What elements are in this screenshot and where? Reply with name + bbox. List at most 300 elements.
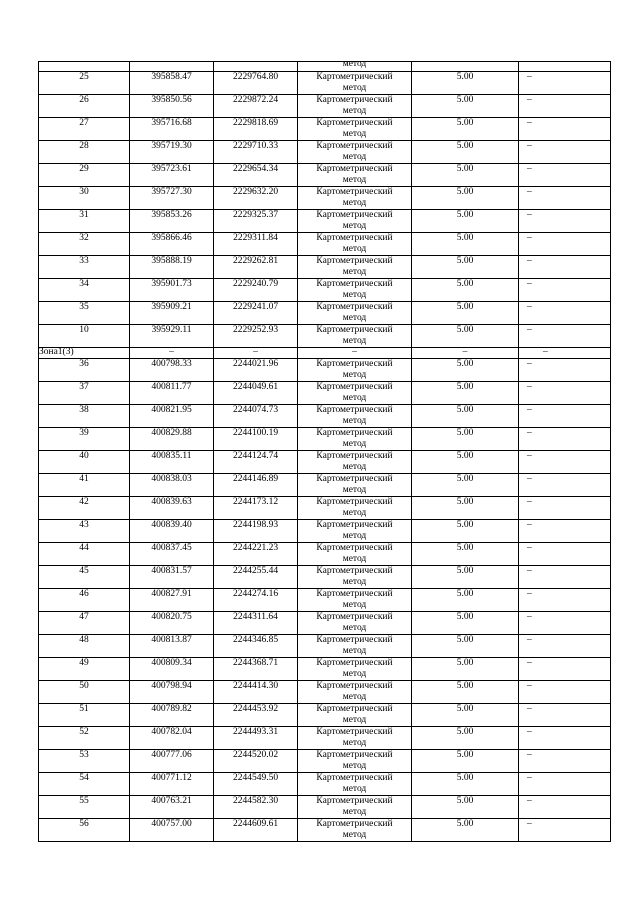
- point-number-cell: 34: [39, 279, 130, 302]
- point-number-cell: 29: [39, 164, 130, 187]
- method-line: метод: [342, 415, 367, 426]
- accuracy-cell: 5.00: [412, 657, 519, 680]
- y-coordinate-cell: 2229241.07: [214, 302, 298, 325]
- coordinates-table: [38, 61, 611, 842]
- table-row: [39, 634, 611, 657]
- point-number-cell: 49: [39, 657, 130, 680]
- table-row: [39, 141, 611, 164]
- zone-dash-cell: –: [130, 348, 214, 359]
- method-line: метод: [342, 221, 367, 231]
- x-coordinate-cell: 395727.30: [130, 187, 214, 210]
- y-coordinate-cell: 2229710.33: [214, 141, 298, 164]
- description-cell: –: [519, 358, 611, 381]
- method-line: Картометрический: [316, 473, 393, 484]
- method-line: метод: [342, 484, 367, 495]
- method-line: метод: [342, 369, 367, 380]
- x-coordinate-cell: 400839.63: [130, 496, 214, 519]
- x-coordinate-cell: 395723.61: [130, 164, 214, 187]
- description-cell: –: [519, 795, 611, 818]
- method-line: метод: [342, 576, 367, 587]
- table-row: [39, 381, 611, 404]
- x-coordinate-cell: 395719.30: [130, 141, 214, 164]
- x-coordinate-cell: 395901.73: [130, 279, 214, 302]
- description-cell: –: [519, 118, 611, 141]
- zone-row: [39, 348, 611, 359]
- x-coordinate-cell: 395716.68: [130, 118, 214, 141]
- table-row: [39, 657, 611, 680]
- description-cell: –: [519, 703, 611, 726]
- point-number-cell: 47: [39, 611, 130, 634]
- accuracy-cell: 5.00: [412, 325, 519, 348]
- method-line: Картометрический: [316, 588, 393, 599]
- x-coordinate-cell: 395909.21: [130, 302, 214, 325]
- method-line: Картометрический: [316, 703, 393, 714]
- y-coordinate-cell: 2229654.34: [214, 164, 298, 187]
- table-row: [39, 233, 611, 256]
- y-coordinate-cell: 2244493.31: [214, 726, 298, 749]
- description-cell: –: [519, 187, 611, 210]
- method-cell: [298, 818, 412, 841]
- method-line: Картометрический: [316, 325, 393, 335]
- description-cell: –: [519, 726, 611, 749]
- method-line: Картометрический: [316, 657, 393, 668]
- accuracy-cell: 5.00: [412, 519, 519, 542]
- method-line: метод: [342, 198, 367, 208]
- description-cell: –: [519, 302, 611, 325]
- method-line: метод: [342, 507, 367, 518]
- method-line: Картометрический: [316, 749, 393, 760]
- table-row: [39, 749, 611, 772]
- method-line: метод: [342, 553, 367, 564]
- method-line: Картометрический: [316, 450, 393, 461]
- y-coordinate-cell: 2244124.74: [214, 450, 298, 473]
- method-line: Картометрический: [316, 565, 393, 576]
- method-cell: [298, 279, 412, 302]
- description-cell: –: [519, 381, 611, 404]
- table-row: [39, 427, 611, 450]
- method-line: метод: [342, 645, 367, 656]
- table-row: [39, 450, 611, 473]
- accuracy-cell: 5.00: [412, 210, 519, 233]
- method-cell: [298, 657, 412, 680]
- y-coordinate-cell: 2244049.61: [214, 381, 298, 404]
- point-number-cell: 43: [39, 519, 130, 542]
- point-number-cell: 48: [39, 634, 130, 657]
- y-coordinate-cell: 2229240.79: [214, 279, 298, 302]
- x-coordinate-cell: 395929.11: [130, 325, 214, 348]
- accuracy-cell: 5.00: [412, 233, 519, 256]
- y-coordinate-cell: 2244346.85: [214, 634, 298, 657]
- point-number-cell: 55: [39, 795, 130, 818]
- accuracy-cell: 5.00: [412, 772, 519, 795]
- y-coordinate-cell: 2229764.80: [214, 72, 298, 95]
- method-line: метод: [342, 83, 367, 93]
- point-number-cell: 39: [39, 427, 130, 450]
- description-cell: –: [519, 680, 611, 703]
- method-cell: [298, 381, 412, 404]
- y-coordinate-cell: 2244146.89: [214, 473, 298, 496]
- y-coordinate-cell: 2244368.71: [214, 657, 298, 680]
- description-cell: –: [519, 279, 611, 302]
- method-cell: [298, 118, 412, 141]
- table-row: [39, 542, 611, 565]
- y-coordinate-cell: 2244582.30: [214, 795, 298, 818]
- x-coordinate-cell: 400811.77: [130, 381, 214, 404]
- method-line: Картометрический: [316, 279, 393, 289]
- method-line: метод: [342, 106, 367, 116]
- table-row: [39, 118, 611, 141]
- method-line: Картометрический: [316, 233, 393, 243]
- method-line: метод: [342, 806, 367, 817]
- accuracy-cell: 5.00: [412, 187, 519, 210]
- method-cell: [298, 187, 412, 210]
- method-line: метод: [342, 668, 367, 679]
- method-line: метод: [342, 829, 367, 840]
- x-coordinate-cell: 400771.12: [130, 772, 214, 795]
- x-coordinate-cell: 400798.33: [130, 358, 214, 381]
- method-line: Картометрический: [316, 404, 393, 415]
- method-cell: [298, 473, 412, 496]
- y-coordinate-cell: 2244609.61: [214, 818, 298, 841]
- accuracy-cell: 5.00: [412, 302, 519, 325]
- method-cell: [298, 450, 412, 473]
- continuation-row: [39, 62, 611, 72]
- method-line: Картометрический: [316, 818, 393, 829]
- method-line: Картометрический: [316, 141, 393, 151]
- method-line: Картометрический: [316, 72, 393, 82]
- table-row: [39, 565, 611, 588]
- description-cell: –: [519, 72, 611, 95]
- y-coordinate-cell: 2244311.64: [214, 611, 298, 634]
- description-cell: –: [519, 210, 611, 233]
- method-line: Картометрический: [316, 680, 393, 691]
- continuation-method-cell: метод: [298, 62, 412, 72]
- method-line: Картометрический: [316, 164, 393, 174]
- method-cell: [298, 565, 412, 588]
- accuracy-cell: 5.00: [412, 795, 519, 818]
- method-cell: [298, 496, 412, 519]
- point-number-cell: 10: [39, 325, 130, 348]
- method-line: метод: [342, 267, 367, 277]
- description-cell: –: [519, 473, 611, 496]
- point-number-cell: 50: [39, 680, 130, 703]
- point-number-cell: 32: [39, 233, 130, 256]
- method-line: метод: [342, 129, 367, 139]
- y-coordinate-cell: 2244198.93: [214, 519, 298, 542]
- description-cell: –: [519, 496, 611, 519]
- x-coordinate-cell: 400813.87: [130, 634, 214, 657]
- accuracy-cell: 5.00: [412, 818, 519, 841]
- accuracy-cell: 5.00: [412, 634, 519, 657]
- x-coordinate-cell: 400757.00: [130, 818, 214, 841]
- description-cell: –: [519, 325, 611, 348]
- method-cell: [298, 680, 412, 703]
- method-cell: [298, 427, 412, 450]
- method-line: метод: [342, 714, 367, 725]
- method-line: метод: [342, 783, 367, 794]
- point-number-cell: 54: [39, 772, 130, 795]
- accuracy-cell: 5.00: [412, 496, 519, 519]
- y-coordinate-cell: 2244173.12: [214, 496, 298, 519]
- point-number-cell: 26: [39, 95, 130, 118]
- y-coordinate-cell: 2244074.73: [214, 404, 298, 427]
- table-row: [39, 519, 611, 542]
- table-row: [39, 795, 611, 818]
- accuracy-cell: 5.00: [412, 256, 519, 279]
- description-cell: –: [519, 450, 611, 473]
- description-cell: –: [519, 542, 611, 565]
- y-coordinate-cell: 2244549.50: [214, 772, 298, 795]
- x-coordinate-cell: 400835.11: [130, 450, 214, 473]
- accuracy-cell: 5.00: [412, 726, 519, 749]
- method-line: Картометрический: [316, 302, 393, 312]
- method-line: Картометрический: [316, 611, 393, 622]
- point-number-cell: 51: [39, 703, 130, 726]
- description-cell: –: [519, 404, 611, 427]
- accuracy-cell: 5.00: [412, 118, 519, 141]
- x-coordinate-cell: 400838.03: [130, 473, 214, 496]
- point-number-cell: 27: [39, 118, 130, 141]
- accuracy-cell: 5.00: [412, 450, 519, 473]
- table-row: [39, 588, 611, 611]
- accuracy-cell: 5.00: [412, 542, 519, 565]
- y-coordinate-cell: 2229872.24: [214, 95, 298, 118]
- method-line: Картометрический: [316, 210, 393, 220]
- table-row: [39, 726, 611, 749]
- method-line: Картометрический: [316, 118, 393, 128]
- method-line: метод: [342, 175, 367, 185]
- x-coordinate-cell: 395858.47: [130, 72, 214, 95]
- y-coordinate-cell: 2244221.23: [214, 542, 298, 565]
- x-coordinate-cell: 400809.34: [130, 657, 214, 680]
- y-coordinate-cell: 2229632.20: [214, 187, 298, 210]
- accuracy-cell: 5.00: [412, 565, 519, 588]
- method-cell: [298, 703, 412, 726]
- method-cell: [298, 302, 412, 325]
- accuracy-cell: 5.00: [412, 358, 519, 381]
- accuracy-cell: 5.00: [412, 95, 519, 118]
- x-coordinate-cell: 400821.95: [130, 404, 214, 427]
- accuracy-cell: 5.00: [412, 703, 519, 726]
- point-number-cell: 40: [39, 450, 130, 473]
- table-row: [39, 473, 611, 496]
- method-line: метод: [342, 336, 367, 346]
- accuracy-cell: 5.00: [412, 588, 519, 611]
- method-cell: [298, 256, 412, 279]
- method-line: Картометрический: [316, 519, 393, 530]
- method-cell: [298, 233, 412, 256]
- point-number-cell: 25: [39, 72, 130, 95]
- point-number-cell: 42: [39, 496, 130, 519]
- table-row: [39, 358, 611, 381]
- method-line: метод: [342, 438, 367, 449]
- x-coordinate-cell: 395866.46: [130, 233, 214, 256]
- accuracy-cell: 5.00: [412, 749, 519, 772]
- y-coordinate-cell: 2244274.16: [214, 588, 298, 611]
- method-cell: [298, 95, 412, 118]
- x-coordinate-cell: 400777.06: [130, 749, 214, 772]
- method-line: Картометрический: [316, 381, 393, 392]
- point-number-cell: 36: [39, 358, 130, 381]
- point-number-cell: 30: [39, 187, 130, 210]
- table-row: [39, 279, 611, 302]
- method-line: Картометрический: [316, 772, 393, 783]
- point-number-cell: 56: [39, 818, 130, 841]
- y-coordinate-cell: 2229262.81: [214, 256, 298, 279]
- description-cell: –: [519, 588, 611, 611]
- method-cell: [298, 164, 412, 187]
- method-line: Картометрический: [316, 795, 393, 806]
- description-cell: –: [519, 772, 611, 795]
- zone-dash-cell: –: [519, 348, 611, 359]
- method-cell: [298, 519, 412, 542]
- table-row: [39, 611, 611, 634]
- method-line: Картометрический: [316, 95, 393, 105]
- method-line: Картометрический: [316, 634, 393, 645]
- method-cell: [298, 210, 412, 233]
- x-coordinate-cell: 395853.26: [130, 210, 214, 233]
- table-row: [39, 164, 611, 187]
- accuracy-cell: 5.00: [412, 473, 519, 496]
- method-cell: [298, 358, 412, 381]
- method-line: метод: [342, 622, 367, 633]
- method-cell: [298, 588, 412, 611]
- point-number-cell: 44: [39, 542, 130, 565]
- table-row: [39, 72, 611, 95]
- point-number-cell: 28: [39, 141, 130, 164]
- method-line: метод: [342, 599, 367, 610]
- table-row: [39, 680, 611, 703]
- method-line: Картометрический: [316, 427, 393, 438]
- x-coordinate-cell: 400798.94: [130, 680, 214, 703]
- method-cell: [298, 141, 412, 164]
- description-cell: –: [519, 141, 611, 164]
- method-cell: [298, 542, 412, 565]
- y-coordinate-cell: 2229325.37: [214, 210, 298, 233]
- y-coordinate-cell: 2244453.92: [214, 703, 298, 726]
- point-number-cell: 41: [39, 473, 130, 496]
- description-cell: –: [519, 818, 611, 841]
- method-line: метод: [342, 152, 367, 162]
- method-line: Картометрический: [316, 542, 393, 553]
- method-line: метод: [342, 290, 367, 300]
- point-number-cell: 38: [39, 404, 130, 427]
- table-row: [39, 302, 611, 325]
- x-coordinate-cell: 400837.45: [130, 542, 214, 565]
- description-cell: –: [519, 233, 611, 256]
- table-row: [39, 404, 611, 427]
- accuracy-cell: 5.00: [412, 141, 519, 164]
- x-coordinate-cell: 395850.56: [130, 95, 214, 118]
- y-coordinate-cell: 2229818.69: [214, 118, 298, 141]
- method-cell: [298, 749, 412, 772]
- method-line: метод: [342, 530, 367, 541]
- accuracy-cell: 5.00: [412, 164, 519, 187]
- method-cell: [298, 325, 412, 348]
- point-number-cell: 46: [39, 588, 130, 611]
- y-coordinate-cell: 2229252.93: [214, 325, 298, 348]
- zone-dash-cell: –: [412, 348, 519, 359]
- zone-label-cell: Зона1(3): [39, 348, 130, 359]
- y-coordinate-cell: 2244021.96: [214, 358, 298, 381]
- accuracy-cell: 5.00: [412, 611, 519, 634]
- description-cell: –: [519, 657, 611, 680]
- method-line: метод: [342, 461, 367, 472]
- table-row: [39, 187, 611, 210]
- method-line: метод: [342, 392, 367, 403]
- method-cell: [298, 404, 412, 427]
- method-line: метод: [342, 691, 367, 702]
- method-line: Картометрический: [316, 187, 393, 197]
- accuracy-cell: 5.00: [412, 381, 519, 404]
- x-coordinate-cell: 400831.57: [130, 565, 214, 588]
- method-line: Картометрический: [316, 256, 393, 266]
- y-coordinate-cell: 2244520.02: [214, 749, 298, 772]
- x-coordinate-cell: 400782.04: [130, 726, 214, 749]
- table-row: [39, 496, 611, 519]
- accuracy-cell: 5.00: [412, 72, 519, 95]
- point-number-cell: 53: [39, 749, 130, 772]
- zone-dash-cell: –: [214, 348, 298, 359]
- method-line: Картометрический: [316, 358, 393, 369]
- description-cell: –: [519, 95, 611, 118]
- method-line: Картометрический: [316, 496, 393, 507]
- method-line: Картометрический: [316, 726, 393, 737]
- method-cell: [298, 611, 412, 634]
- point-number-cell: 45: [39, 565, 130, 588]
- zone-dash-cell: –: [298, 348, 412, 359]
- method-cell: [298, 795, 412, 818]
- method-cell: [298, 634, 412, 657]
- point-number-cell: 52: [39, 726, 130, 749]
- y-coordinate-cell: 2244100.19: [214, 427, 298, 450]
- point-number-cell: 31: [39, 210, 130, 233]
- x-coordinate-cell: 400820.75: [130, 611, 214, 634]
- y-coordinate-cell: 2229311.84: [214, 233, 298, 256]
- method-line: метод: [342, 313, 367, 323]
- method-line: метод: [342, 760, 367, 771]
- table-row: [39, 772, 611, 795]
- accuracy-cell: 5.00: [412, 427, 519, 450]
- accuracy-cell: 5.00: [412, 279, 519, 302]
- point-number-cell: 35: [39, 302, 130, 325]
- table-row: [39, 703, 611, 726]
- y-coordinate-cell: 2244255.44: [214, 565, 298, 588]
- method-cell: [298, 72, 412, 95]
- x-coordinate-cell: 400829.88: [130, 427, 214, 450]
- method-line: метод: [342, 244, 367, 254]
- x-coordinate-cell: 400763.21: [130, 795, 214, 818]
- description-cell: –: [519, 634, 611, 657]
- point-number-cell: 37: [39, 381, 130, 404]
- accuracy-cell: 5.00: [412, 680, 519, 703]
- x-coordinate-cell: 400789.82: [130, 703, 214, 726]
- description-cell: –: [519, 256, 611, 279]
- x-coordinate-cell: 395888.19: [130, 256, 214, 279]
- x-coordinate-cell: 400827.91: [130, 588, 214, 611]
- description-cell: –: [519, 427, 611, 450]
- x-coordinate-cell: 400839.40: [130, 519, 214, 542]
- method-cell: [298, 726, 412, 749]
- table-row: [39, 95, 611, 118]
- description-cell: –: [519, 749, 611, 772]
- description-cell: –: [519, 164, 611, 187]
- method-cell: [298, 772, 412, 795]
- description-cell: –: [519, 519, 611, 542]
- description-cell: –: [519, 611, 611, 634]
- table-row: [39, 818, 611, 841]
- table-row: [39, 210, 611, 233]
